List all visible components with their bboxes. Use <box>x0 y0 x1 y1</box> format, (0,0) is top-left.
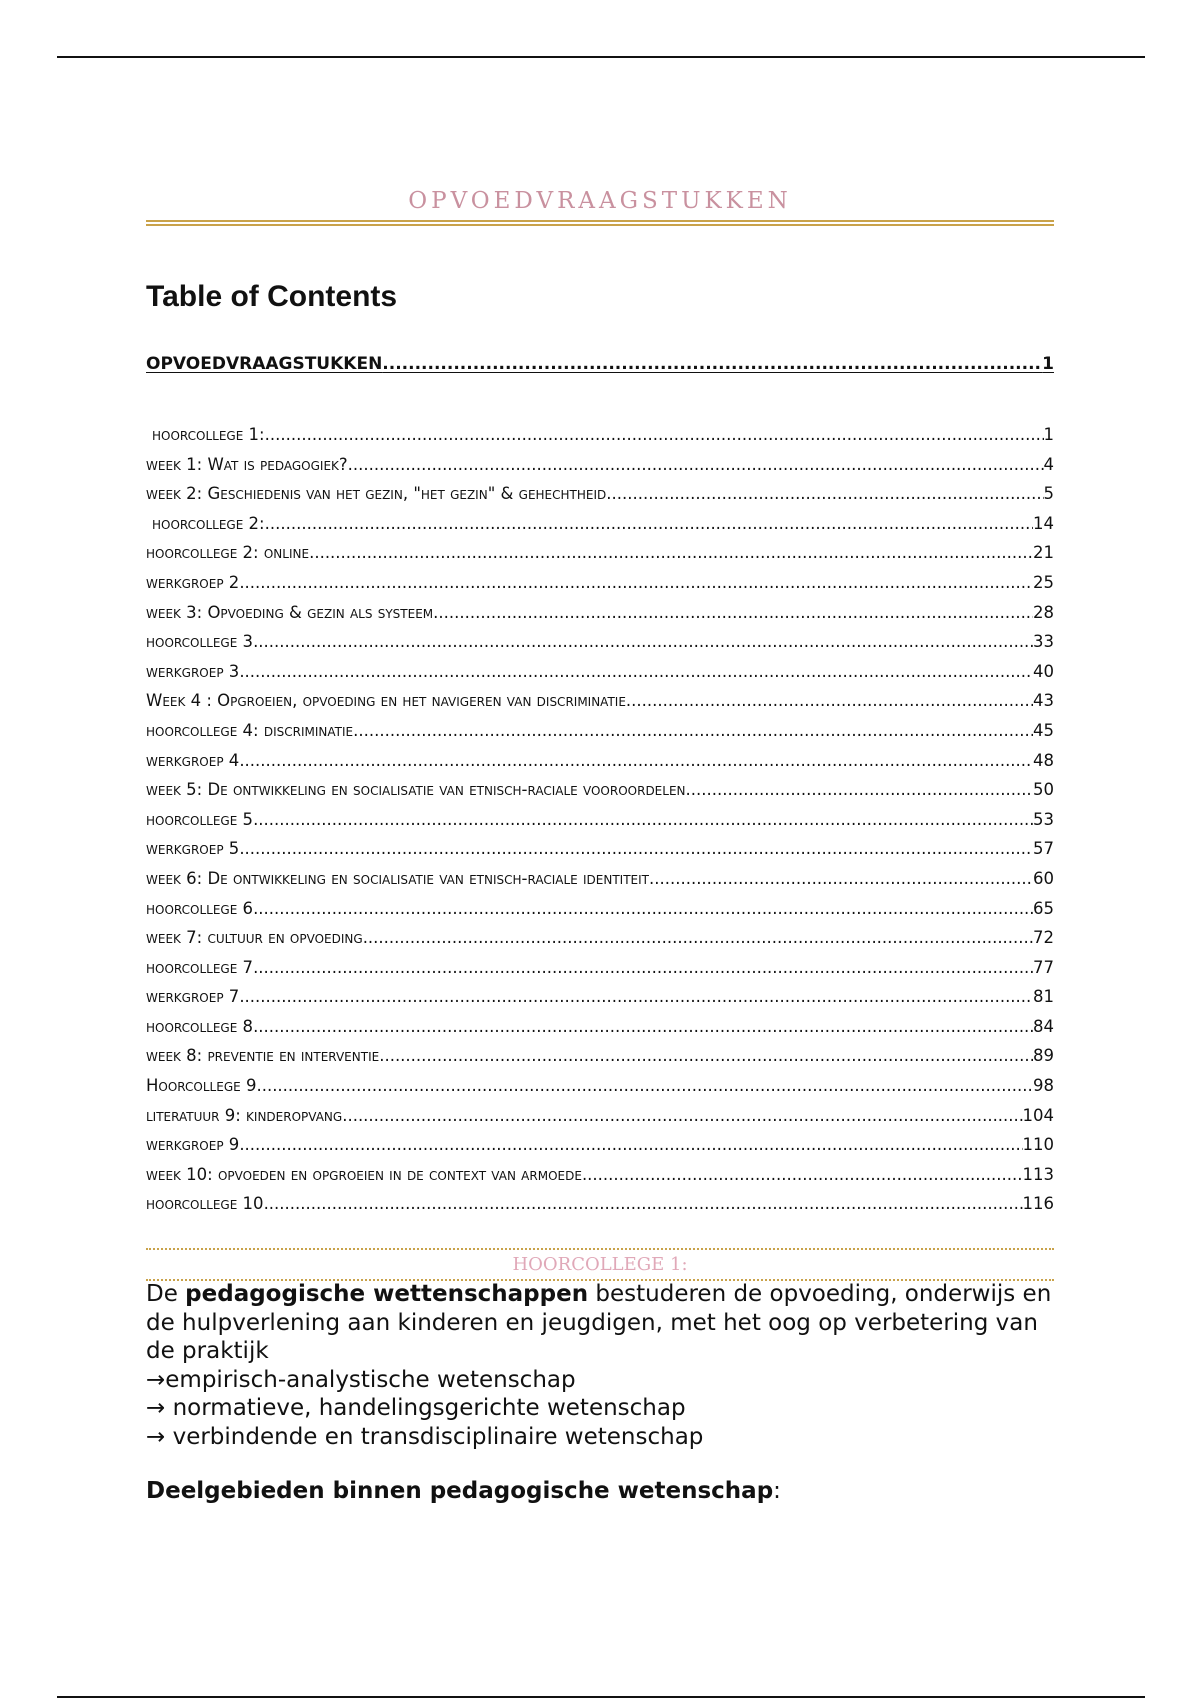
toc-entry[interactable] <box>146 627 1054 657</box>
toc-leader-dots <box>433 598 1033 628</box>
toc-entry-label: Week 4 : Opgroeien, opvoeding en het navigeren van discriminatie <box>146 691 626 711</box>
toc-entry-page: 60 <box>1033 868 1054 888</box>
toc-heading: Table of Contents <box>146 280 398 313</box>
toc-leader-dots <box>253 805 1033 835</box>
toc-entry-label: hoorcollege 2: <box>152 513 265 533</box>
toc-entry-label: hoorcollege 6 <box>146 898 254 918</box>
page-bottom-rule <box>57 1696 1145 1698</box>
point-item: →empirisch-analystische wetenschap <box>146 1366 576 1393</box>
toc-entry[interactable] <box>146 598 1054 628</box>
toc-entry-page: 4 <box>1043 454 1054 474</box>
toc-entry-label: hoorcollege 10 <box>146 1194 264 1214</box>
toc-entry-page: 72 <box>1033 928 1054 948</box>
toc-entry-page: 98 <box>1033 1076 1054 1096</box>
intro-rest: bestuderen de opvoeding, onderwijs en de hulpverlening aan kinderen en jeugdigen, met het oog op verbetering van de praktijk <box>146 1281 1052 1364</box>
toc-entry-label: werkgroep 3 <box>146 661 240 681</box>
toc-entry-page: 40 <box>1033 661 1054 681</box>
toc-leader-dots <box>253 953 1033 983</box>
toc-entry-page: 43 <box>1033 691 1054 711</box>
subheading-suffix: : <box>773 1478 781 1504</box>
toc-leader-dots <box>239 1130 1022 1160</box>
toc-entry-label: week 3: Opvoeding & gezin als systeem <box>146 602 434 622</box>
toc-entry-page: 81 <box>1033 987 1054 1007</box>
toc-entry[interactable] <box>146 716 1054 746</box>
toc-entry-page: 116 <box>1022 1194 1054 1214</box>
toc-entry-label: literatuur 9: kinderopvang <box>146 1105 343 1125</box>
toc-leader-dots <box>253 1012 1033 1042</box>
toc-entry-label: hoorcollege 8 <box>146 1016 254 1036</box>
toc-entry[interactable] <box>146 568 1054 598</box>
toc-leader-dots <box>265 420 1044 450</box>
toc-entry-label: week 10: opvoeden en opgroeien in de context van armoede <box>146 1164 582 1184</box>
toc-entry-label: werkgroep 5 <box>146 839 240 859</box>
toc-main-label: OPVOEDVRAAGSTUKKEN <box>146 354 383 374</box>
toc-entry[interactable] <box>146 982 1054 1012</box>
toc-entry[interactable] <box>146 923 1054 953</box>
toc-entry-page: 84 <box>1033 1016 1054 1036</box>
toc-entry[interactable] <box>146 1012 1054 1042</box>
toc-leader-dots <box>309 538 1033 568</box>
body-text <box>146 1280 1054 1451</box>
toc-leader-dots <box>626 686 1033 716</box>
point-item: → normatieve, handelingsgerichte wetenschap <box>146 1395 686 1421</box>
toc-entry-page: 53 <box>1033 809 1054 829</box>
toc-entry[interactable] <box>146 1189 1054 1219</box>
toc-entry-label: week 1: Wat is pedagogiek? <box>146 454 348 474</box>
toc-leader-dots <box>253 894 1033 924</box>
toc-entry-page: 5 <box>1043 484 1054 504</box>
toc-entry[interactable] <box>146 1071 1054 1101</box>
point-item: → verbindende en transdisciplinaire wetenschap <box>146 1423 704 1450</box>
intro-bold-term: pedagogische wettenschappen <box>185 1281 589 1307</box>
toc-entry[interactable] <box>146 479 1054 509</box>
toc-entry-page: 1 <box>1043 425 1054 444</box>
toc-entry-label: werkgroep 9 <box>146 1135 240 1155</box>
toc-entry-page: 21 <box>1033 543 1054 563</box>
document-title: OPVOEDVRAAGSTUKKEN <box>408 188 792 214</box>
toc-entry-label: hoorcollege 3 <box>146 632 254 652</box>
toc-entry[interactable] <box>146 509 1054 539</box>
intro-prefix: De <box>146 1281 186 1307</box>
toc-entry[interactable] <box>146 775 1054 805</box>
toc-entry-page: 113 <box>1022 1164 1054 1184</box>
toc-entry-page: 45 <box>1033 720 1054 740</box>
toc-entry-label: week 8: preventie en interventie <box>146 1046 380 1066</box>
toc-leader-dots <box>363 923 1033 953</box>
toc-entry-page: 50 <box>1033 780 1054 800</box>
toc-entry-label: hoorcollege 1: <box>152 425 265 444</box>
toc-entry-page: 28 <box>1033 602 1054 622</box>
toc-leader-dots <box>253 627 1033 657</box>
toc-leader-dots <box>264 1189 1023 1219</box>
toc-leader-dots <box>353 716 1033 746</box>
toc-entry[interactable] <box>146 538 1054 568</box>
toc-entry-label: week 5: De ontwikkeling en socialisatie van etnisch-raciale vooroordelen <box>146 780 686 800</box>
toc-entry-page: 89 <box>1033 1046 1054 1066</box>
toc-leader-dots <box>239 568 1033 598</box>
toc-leader-dots <box>265 509 1033 539</box>
toc-entry-page: 57 <box>1033 839 1054 859</box>
toc-entry-page: 14 <box>1033 513 1054 533</box>
toc-entry-label: hoorcollege 7 <box>146 957 254 977</box>
toc-entry-label: week 2: Geschiedenis van het gezin, "het gezin" & gehechtheid <box>146 484 607 504</box>
toc-entry[interactable] <box>146 420 1054 450</box>
toc-leader-dots <box>582 1160 1023 1190</box>
toc-entry[interactable] <box>146 805 1054 835</box>
toc-leader-dots <box>686 775 1033 805</box>
subheading-bold: Deelgebieden binnen pedagogische wetenschap <box>146 1478 774 1504</box>
toc-leader-dots <box>239 746 1033 776</box>
toc-entry[interactable] <box>146 1160 1054 1190</box>
toc-list <box>146 420 1054 1219</box>
toc-entry[interactable] <box>146 657 1054 687</box>
toc-entry[interactable] <box>146 953 1054 983</box>
intro-paragraph <box>146 1280 1054 1366</box>
toc-entry[interactable] <box>146 1101 1054 1131</box>
toc-leader-dots <box>606 479 1043 509</box>
toc-entry-label: hoorcollege 5 <box>146 809 254 829</box>
toc-entry-label: hoorcollege 2: online <box>146 543 310 563</box>
toc-entry[interactable] <box>146 746 1054 776</box>
toc-entry-label: week 7: cultuur en opvoeding <box>146 928 363 948</box>
toc-leader-dots <box>379 1041 1033 1071</box>
toc-entry-label: Hoorcollege 9 <box>146 1076 257 1096</box>
title-double-underline <box>146 220 1054 226</box>
toc-entry[interactable] <box>146 1041 1054 1071</box>
toc-main-entry[interactable] <box>146 354 1054 374</box>
toc-leader-dots <box>239 982 1033 1012</box>
toc-entry-page: 77 <box>1033 957 1054 977</box>
toc-entry-page: 25 <box>1033 572 1054 592</box>
toc-entry[interactable] <box>146 894 1054 924</box>
toc-main-page: 1 <box>1042 354 1054 374</box>
toc-entry-label: werkgroep 2 <box>146 572 240 592</box>
toc-leader-dots <box>239 657 1033 687</box>
toc-entry-page: 33 <box>1033 632 1054 652</box>
toc-entry[interactable] <box>146 834 1054 864</box>
subheading <box>146 1478 781 1504</box>
toc-leader-dots <box>649 864 1033 894</box>
toc-leader-dots <box>348 450 1044 480</box>
toc-entry[interactable] <box>146 686 1054 716</box>
toc-entry[interactable] <box>146 1130 1054 1160</box>
toc-leader-dots <box>239 834 1033 864</box>
toc-leader-dots <box>256 1071 1033 1101</box>
toc-entry[interactable] <box>146 450 1054 480</box>
toc-leader-dots <box>342 1101 1022 1131</box>
toc-entry[interactable] <box>146 864 1054 894</box>
toc-entry-label: werkgroep 4 <box>146 750 240 770</box>
toc-entry-page: 104 <box>1022 1105 1054 1125</box>
toc-leader-dots <box>382 354 1042 374</box>
toc-entry-label: werkgroep 7 <box>146 987 240 1007</box>
section-heading: HOORCOLLEGE 1: <box>146 1248 1054 1281</box>
page-top-rule <box>57 56 1145 58</box>
toc-entry-page: 110 <box>1022 1135 1054 1155</box>
toc-entry-page: 65 <box>1033 898 1054 918</box>
toc-entry-page: 48 <box>1033 750 1054 770</box>
toc-entry-label: week 6: De ontwikkeling en socialisatie van etnisch-raciale identiteit <box>146 868 649 888</box>
toc-entry-label: hoorcollege 4: discriminatie <box>146 720 354 740</box>
